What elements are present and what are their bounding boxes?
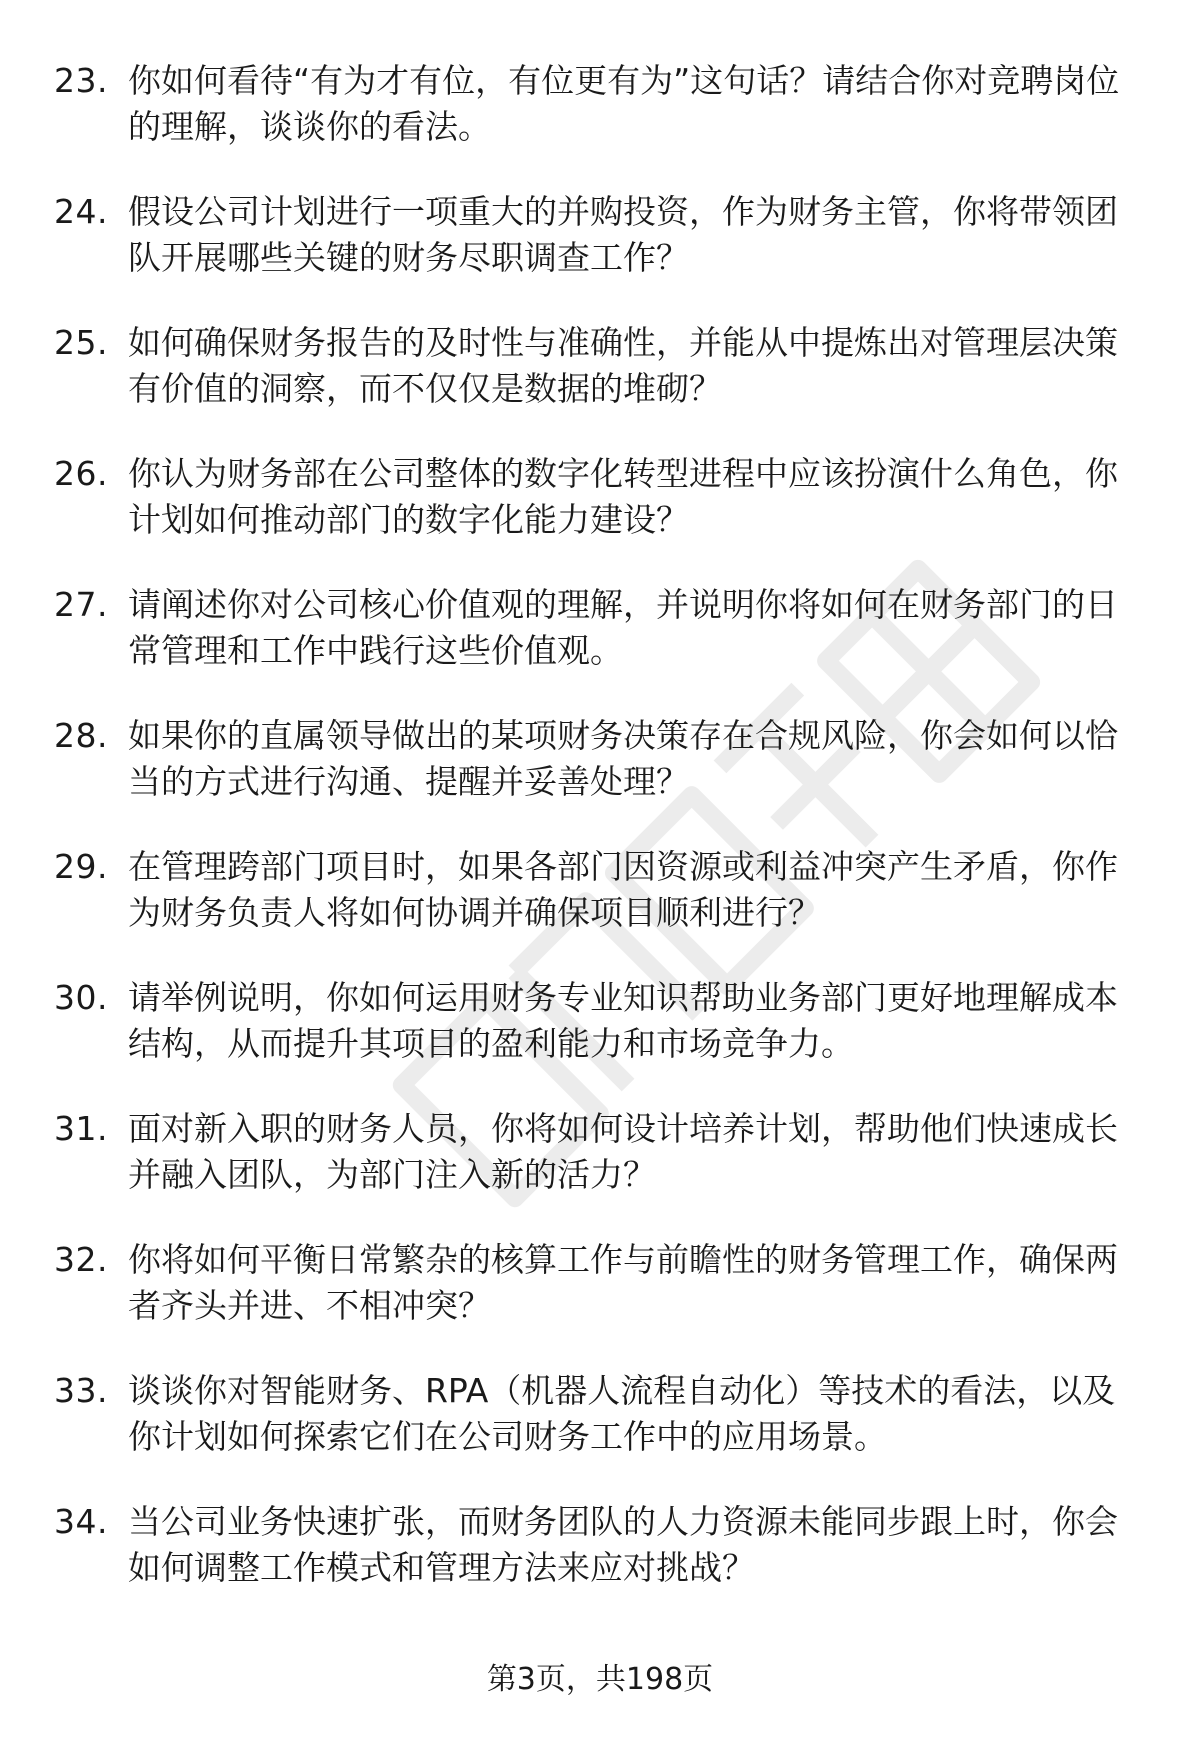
question-text: 当公司业务快速扩张，而财务团队的人力资源未能同步跟上时，你会如何调整工作模式和管理方法来应对挑战？ xyxy=(128,1502,1118,1587)
question-item xyxy=(0,1499,1200,1630)
question-number: 33. xyxy=(54,1371,108,1410)
question-number: 30. xyxy=(54,978,108,1017)
question-item xyxy=(0,320,1200,451)
question-text: 如果你的直属领导做出的某项财务决策存在合规风险，你会如何以恰当的方式进行沟通、提醒并妥善处理？ xyxy=(128,716,1118,801)
question-text: 假设公司计划进行一项重大的并购投资，作为财务主管，你将带领团队开展哪些关键的财务尽职调查工作？ xyxy=(128,192,1118,277)
question-text: 请举例说明，你如何运用财务专业知识帮助业务部门更好地理解成本结构，从而提升其项目的盈利能力和市场竞争力。 xyxy=(128,978,1118,1063)
page-number-label: 第3页，共198页 xyxy=(486,1662,714,1697)
question-list xyxy=(0,58,1200,1630)
question-number: 29. xyxy=(54,847,108,886)
question-number: 24. xyxy=(54,192,108,231)
question-text: 如何确保财务报告的及时性与准确性，并能从中提炼出对管理层决策有价值的洞察，而不仅仅是数据的堆砌？ xyxy=(128,323,1118,408)
question-number: 26. xyxy=(54,454,108,493)
question-text: 谈谈你对智能财务、RPA（机器人流程自动化）等技术的看法，以及你计划如何探索它们在公司财务工作中的应用场景。 xyxy=(128,1371,1116,1456)
question-number: 25. xyxy=(54,323,108,362)
question-item xyxy=(0,189,1200,320)
question-item xyxy=(0,1368,1200,1499)
question-number: 28. xyxy=(54,716,108,755)
question-text: 你认为财务部在公司整体的数字化转型进程中应该扮演什么角色，你计划如何推动部门的数字化能力建设？ xyxy=(128,454,1118,539)
question-text: 面对新入职的财务人员，你将如何设计培养计划，帮助他们快速成长并融入团队，为部门注入新的活力？ xyxy=(128,1109,1118,1194)
question-item xyxy=(0,1106,1200,1237)
question-item xyxy=(0,58,1200,189)
question-number: 23. xyxy=(54,61,108,100)
question-text: 在管理跨部门项目时，如果各部门因资源或利益冲突产生矛盾，你作为财务负责人将如何协调并确保项目顺利进行？ xyxy=(128,847,1118,932)
question-text: 你将如何平衡日常繁杂的核算工作与前瞻性的财务管理工作，确保两者齐头并进、不相冲突？ xyxy=(128,1240,1118,1325)
question-number: 32. xyxy=(54,1240,108,1279)
page-footer xyxy=(0,1660,1200,1700)
question-number: 34. xyxy=(54,1502,108,1541)
question-item xyxy=(0,844,1200,975)
question-item xyxy=(0,975,1200,1106)
question-item xyxy=(0,582,1200,713)
question-text: 请阐述你对公司核心价值观的理解，并说明你将如何在财务部门的日常管理和工作中践行这些价值观。 xyxy=(128,585,1118,670)
question-number: 27. xyxy=(54,585,108,624)
question-number: 31. xyxy=(54,1109,108,1148)
question-item xyxy=(0,1237,1200,1368)
question-item xyxy=(0,451,1200,582)
question-text: 你如何看待“有为才有位，有位更有为”这句话？请结合你对竞聘岗位的理解，谈谈你的看法。 xyxy=(128,61,1120,146)
question-item xyxy=(0,713,1200,844)
